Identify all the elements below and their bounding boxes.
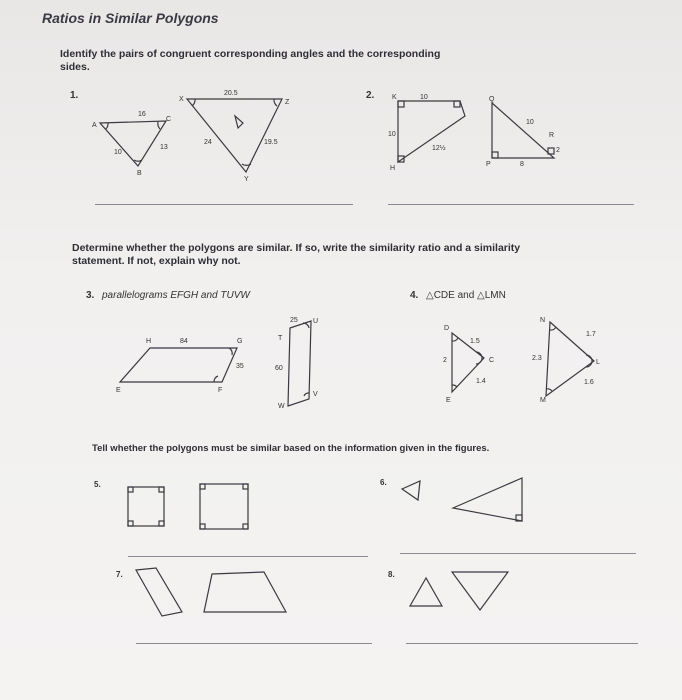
figure-8-triangles bbox=[410, 572, 508, 610]
label-f: F bbox=[218, 387, 223, 394]
label-side-1-5: 1.5 bbox=[470, 338, 480, 345]
label-m: M bbox=[540, 397, 546, 404]
label-x: X bbox=[179, 96, 184, 103]
label-r: R bbox=[549, 132, 555, 139]
label-side-8: 8 bbox=[520, 161, 524, 168]
label-side-1-7: 1.7 bbox=[586, 331, 596, 338]
problem-4-number: 4. bbox=[410, 290, 419, 301]
label-w: W bbox=[278, 403, 285, 410]
problem-3-number: 3. bbox=[86, 290, 95, 301]
problem-6-number: 6. bbox=[380, 478, 387, 487]
label-side-2-3: 2.3 bbox=[532, 355, 542, 362]
label-p: P bbox=[486, 161, 491, 168]
label-k: K bbox=[392, 94, 397, 101]
label-z: Z bbox=[285, 99, 290, 106]
label-side-2b: 2 bbox=[443, 357, 447, 364]
figure-2-triangle bbox=[492, 103, 554, 158]
problem-2-number: 2. bbox=[366, 90, 375, 101]
label-side-13: 13 bbox=[160, 144, 168, 151]
label-side-19-5: 19.5 bbox=[264, 139, 278, 146]
page-title: Ratios in Similar Polygons bbox=[42, 10, 219, 26]
figure-3-parallelogram-efgh bbox=[120, 348, 237, 382]
label-side-10c: 10 bbox=[526, 119, 534, 126]
instruction-part3: Tell whether the polygons must be similar based on the information given in the figures. bbox=[92, 443, 490, 454]
label-side-2: 2 bbox=[556, 147, 560, 154]
instruction-part2: Determine whether the polygons are similar. If so, write the similarity ratio and a similarity statement. If not, explain why not. bbox=[72, 242, 521, 267]
label-side-1-6: 1.6 bbox=[584, 379, 594, 386]
label-a: A bbox=[92, 122, 97, 129]
label-side-12-half: 12½ bbox=[432, 145, 446, 152]
problem-3-text: parallelograms EFGH and TUVW bbox=[102, 290, 250, 301]
label-t: T bbox=[278, 335, 283, 342]
figure-3-parallelogram-tuvw bbox=[288, 321, 311, 406]
label-c: C bbox=[166, 116, 172, 123]
figure-6-triangles bbox=[402, 478, 522, 521]
label-h3: H bbox=[146, 338, 152, 345]
label-e4: E bbox=[446, 397, 451, 404]
label-side-20-5: 20.5 bbox=[224, 90, 238, 97]
label-angle-25: 25 bbox=[290, 317, 298, 324]
label-side-10b: 10 bbox=[388, 131, 396, 138]
instruction-part1: Identify the pairs of congruent corresponding angles and the corresponding sides. bbox=[60, 48, 441, 73]
label-c4: C bbox=[489, 357, 495, 364]
figure-5-squares bbox=[128, 484, 248, 529]
label-q: Q bbox=[489, 96, 495, 103]
label-side-10: 10 bbox=[114, 149, 122, 156]
problem-8-number: 8. bbox=[388, 570, 395, 579]
label-g: G bbox=[237, 338, 243, 345]
problem-1-number: 1. bbox=[70, 90, 79, 101]
label-v: V bbox=[313, 391, 318, 398]
label-l: L bbox=[596, 359, 600, 366]
label-side-10a: 10 bbox=[420, 94, 428, 101]
figure-1-triangle-abc bbox=[100, 121, 166, 166]
figure-1-triangle-xyz bbox=[187, 99, 282, 172]
label-angle-35: 35 bbox=[236, 363, 244, 370]
label-b: B bbox=[137, 170, 142, 177]
label-side-1-4: 1.4 bbox=[476, 378, 486, 385]
label-e: E bbox=[116, 387, 121, 394]
figure-7-parallelograms bbox=[136, 568, 286, 616]
problem-7-number: 7. bbox=[116, 570, 123, 579]
label-side-84: 84 bbox=[180, 338, 188, 345]
label-h: H bbox=[390, 165, 396, 172]
label-n: N bbox=[540, 317, 546, 324]
label-u: U bbox=[313, 318, 319, 325]
label-y: Y bbox=[244, 176, 249, 183]
label-side-60: 60 bbox=[275, 365, 283, 372]
label-side-24: 24 bbox=[204, 139, 212, 146]
label-side-16: 16 bbox=[138, 111, 146, 118]
label-d: D bbox=[444, 325, 450, 332]
problem-4-text: △CDE and △LMN bbox=[426, 290, 506, 301]
figure-2-quad bbox=[398, 101, 465, 162]
problem-5-number: 5. bbox=[94, 480, 101, 489]
